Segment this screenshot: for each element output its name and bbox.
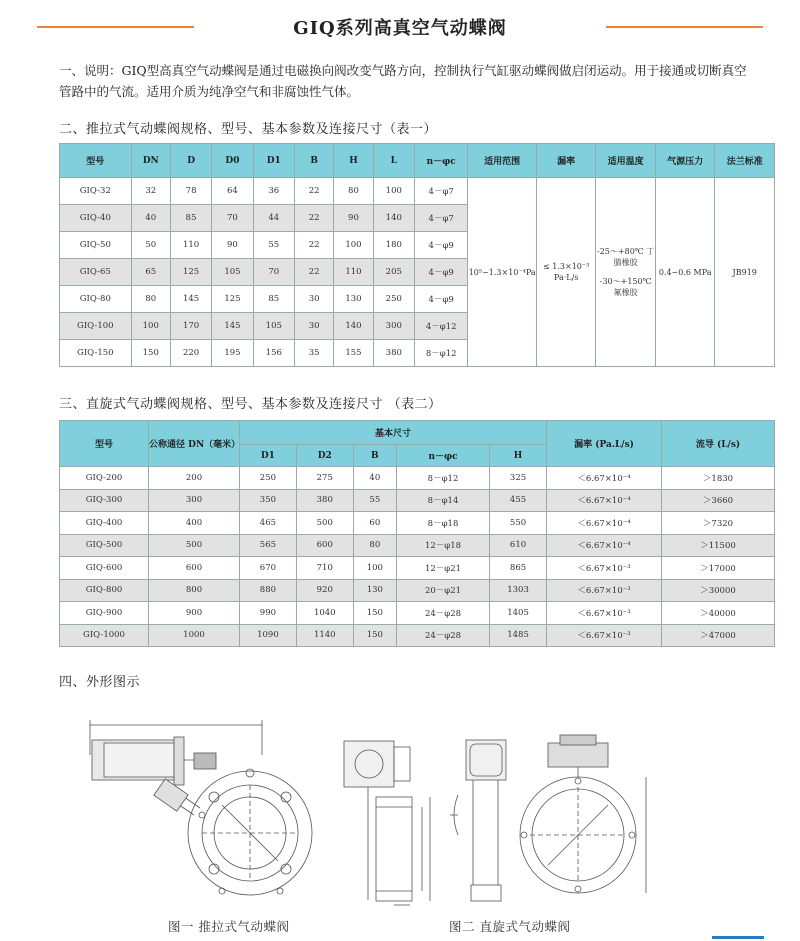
table-cell: ＞17000 [662,557,775,580]
table-cell: ＞40000 [662,602,775,625]
table-cell: ＞7320 [662,512,775,535]
table-cell: 150 [131,340,170,367]
table-cell: 100 [373,178,414,205]
table-cell: 4－φ9 [414,232,467,259]
table-cell: 140 [334,313,373,340]
t1-header-13: 法兰标准 [715,144,775,178]
table-row [60,178,775,205]
table-cell: 155 [334,340,373,367]
table-rotary [59,420,775,647]
table-cell: 1140 [296,624,353,647]
table-cell: 600 [149,557,240,580]
table-cell: 500 [149,534,240,557]
table-cell: GIQ-100 [60,313,132,340]
table-cell: ＞3660 [662,489,775,512]
table-cell: 4－φ9 [414,259,467,286]
table-cell: 40 [353,467,396,490]
table-push-pull [59,143,775,367]
table-cell: 4－φ7 [414,178,467,205]
table-cell: 130 [334,286,373,313]
table-cell: 300 [373,313,414,340]
table-row [60,602,775,625]
table-row [60,534,775,557]
figure-2-caption: 图二 直旋式气动蝶阀 [449,919,571,934]
table-cell: 35 [294,340,333,367]
table-cell: 65 [131,259,170,286]
footer-accent-line [712,936,764,939]
t1-temp-fkm: -30～+150℃ 氟橡胶 [599,277,652,297]
table-cell: 24－φ28 [396,602,489,625]
t1-pressure-cell: 0.4~0.6 MPa [655,178,715,367]
table-cell: 30 [294,313,333,340]
table-cell: 8－φ12 [414,340,467,367]
table-cell: ＜6.67×10⁻⁴ [547,534,662,557]
table-cell: 325 [490,467,547,490]
t2-header-flow: 流导 (L/s) [662,421,775,467]
table-cell: GIQ-900 [60,602,149,625]
table-cell: 300 [149,489,240,512]
t2-header-basic: 基本尺寸 [240,421,547,445]
t2-subheader-3: n－φc [396,445,489,467]
table-cell: 170 [170,313,211,340]
table-cell: 100 [334,232,373,259]
table-cell: 800 [149,579,240,602]
table-cell: ＞47000 [662,624,775,647]
table-cell: 8－φ18 [396,512,489,535]
table-cell: GIQ-500 [60,534,149,557]
table-row [60,557,775,580]
table-cell: 465 [240,512,297,535]
t1-header-0: 型号 [60,144,132,178]
table-cell: 12－φ18 [396,534,489,557]
table-cell: ＜6.67×10⁻³ [547,602,662,625]
table-cell: GIQ-600 [60,557,149,580]
table-cell: 380 [296,489,353,512]
table-cell: GIQ-400 [60,512,149,535]
t1-header-11: 适用温度 [596,144,656,178]
table-cell: 24－φ28 [396,624,489,647]
table-cell: 350 [240,489,297,512]
table-cell: ＞11500 [662,534,775,557]
figure-push-pull-drawing [82,715,342,910]
table-cell: 55 [253,232,294,259]
table-cell: ＞30000 [662,579,775,602]
table-cell: GIQ-50 [60,232,132,259]
table-row [60,579,775,602]
table-cell: 195 [212,340,253,367]
table-cell: 78 [170,178,211,205]
table-row [60,467,775,490]
t1-header-9: 适用范围 [468,144,537,178]
table-cell: 275 [296,467,353,490]
table-cell: 130 [353,579,396,602]
table-cell: 1303 [490,579,547,602]
t1-header-3: D0 [212,144,253,178]
table-row [60,489,775,512]
table-cell: 180 [373,232,414,259]
table-cell: 500 [296,512,353,535]
table-cell: 110 [170,232,211,259]
t1-header-1: DN [131,144,170,178]
table-cell: 85 [170,205,211,232]
table-cell: GIQ-800 [60,579,149,602]
table-cell: ＜6.67×10⁻³ [547,624,662,647]
table-cell: 110 [334,259,373,286]
table-cell: 40 [131,205,170,232]
t1-header-12: 气源压力 [655,144,715,178]
table-cell: 565 [240,534,297,557]
table-cell: 30 [294,286,333,313]
table-cell: 150 [353,624,396,647]
table-cell: 250 [373,286,414,313]
table-cell: 22 [294,205,333,232]
table-cell: 205 [373,259,414,286]
t1-header-10: 漏率 [536,144,596,178]
table-cell: 80 [353,534,396,557]
table-cell: 55 [353,489,396,512]
table-cell: 865 [490,557,547,580]
table-cell: 150 [353,602,396,625]
table-cell: GIQ-80 [60,286,132,313]
page-title: GIQ系列高真空气动蝶阀 [293,18,507,39]
t2-header-dn: 公称通径 DN（毫米） [149,421,240,467]
table-cell: 50 [131,232,170,259]
table-cell: 22 [294,232,333,259]
table-cell: 12－φ21 [396,557,489,580]
table-cell: 8－φ12 [396,467,489,490]
t1-temp-nbr: -25～+80℃ 丁腈橡胶 [597,247,655,267]
t2-subheader-0: D1 [240,445,297,467]
t1-header-5: B [294,144,333,178]
figure-1-caption: 图一 推拉式气动蝶阀 [168,919,290,934]
t2-subheader-1: D2 [296,445,353,467]
table-cell: 80 [131,286,170,313]
t1-header-8: n－φc [414,144,467,178]
t2-header-model: 型号 [60,421,149,467]
table-cell: 1485 [490,624,547,647]
t1-leak-cell: ≤ 1.3×10⁻³ Pa·L/s [536,178,596,367]
t1-header-6: H [334,144,373,178]
table-cell: 880 [240,579,297,602]
table-cell: 60 [353,512,396,535]
t2-header-leak: 漏率 (Pa.L/s) [547,421,662,467]
table-cell: ＞1830 [662,467,775,490]
table-cell: 200 [149,467,240,490]
t1-header-2: D [170,144,211,178]
table-cell: 250 [240,467,297,490]
table-cell: 4－φ7 [414,205,467,232]
table-cell: 125 [170,259,211,286]
t1-standard-cell: JB919 [715,178,775,367]
table-cell: 400 [149,512,240,535]
table-cell: 380 [373,340,414,367]
table-cell: 610 [490,534,547,557]
table-cell: 80 [334,178,373,205]
table-cell: 100 [131,313,170,340]
table-cell: GIQ-65 [60,259,132,286]
table-cell: 36 [253,178,294,205]
table-cell: 145 [170,286,211,313]
table-cell: ＜6.67×10⁻³ [547,557,662,580]
table-cell: 70 [212,205,253,232]
table-cell: 710 [296,557,353,580]
table-cell: GIQ-300 [60,489,149,512]
section-2-heading: 二、推拉式气动蝶阀规格、型号、基本参数及连接尺寸（表一） [59,122,438,137]
table-cell: 1405 [490,602,547,625]
table-cell: 70 [253,259,294,286]
table-cell: 22 [294,259,333,286]
title-bar [0,14,800,44]
table-cell: 105 [212,259,253,286]
table-cell: 990 [240,602,297,625]
table-cell: 220 [170,340,211,367]
table-cell: GIQ-32 [60,178,132,205]
table-cell: 1040 [296,602,353,625]
table-cell: ＜6.67×10⁻⁴ [547,512,662,535]
t1-header-7: L [373,144,414,178]
table-cell: 4－φ9 [414,286,467,313]
figure-rotary-drawing [338,715,668,910]
table-cell: 64 [212,178,253,205]
table-cell: 156 [253,340,294,367]
t1-range-cell: 10⁵~1.3×10⁻⁴Pa [468,178,537,367]
table-cell: GIQ-150 [60,340,132,367]
table-cell: 455 [490,489,547,512]
table-cell: 1000 [149,624,240,647]
table-cell: 90 [212,232,253,259]
table-row [60,624,775,647]
table-cell: 20－φ21 [396,579,489,602]
t2-subheader-4: H [490,445,547,467]
table-cell: 90 [334,205,373,232]
table-cell: 22 [294,178,333,205]
table-cell: 140 [373,205,414,232]
table-cell: GIQ-1000 [60,624,149,647]
t2-subheader-2: B [353,445,396,467]
table-cell: 600 [296,534,353,557]
table-cell: ＜6.67×10⁻⁴ [547,489,662,512]
table-cell: 32 [131,178,170,205]
table-cell: 900 [149,602,240,625]
intro-paragraph: 一、说明：GIQ型高真空气动蝶阀是通过电磁换向阀改变气路方向，控制执行气缸驱动蝶阀做启闭运动。用于接通或切断真空管路中的气流。适用介质为纯净空气和非腐蚀性气体。 [59,63,747,99]
table-cell: 670 [240,557,297,580]
section-3-heading: 三、直旋式气动蝶阀规格、型号、基本参数及连接尺寸 （表二） [59,397,442,412]
table-cell: GIQ-200 [60,467,149,490]
table-cell: 145 [212,313,253,340]
t1-header-4: D1 [253,144,294,178]
table-cell: 550 [490,512,547,535]
table-cell: GIQ-40 [60,205,132,232]
title-rule-right [606,26,763,28]
table-cell: 125 [212,286,253,313]
table-cell: 8－φ14 [396,489,489,512]
table-cell: 4－φ12 [414,313,467,340]
table-cell: 1090 [240,624,297,647]
table-cell: 105 [253,313,294,340]
t1-temp-cell [596,178,656,367]
table-cell: ＜6.67×10⁻⁴ [547,467,662,490]
table-cell: 85 [253,286,294,313]
table-cell: ＜6.67×10⁻³ [547,579,662,602]
table-cell: 920 [296,579,353,602]
table-row [60,512,775,535]
table-cell: 44 [253,205,294,232]
table-cell: 100 [353,557,396,580]
section-4-heading: 四、外形图示 [59,675,141,690]
